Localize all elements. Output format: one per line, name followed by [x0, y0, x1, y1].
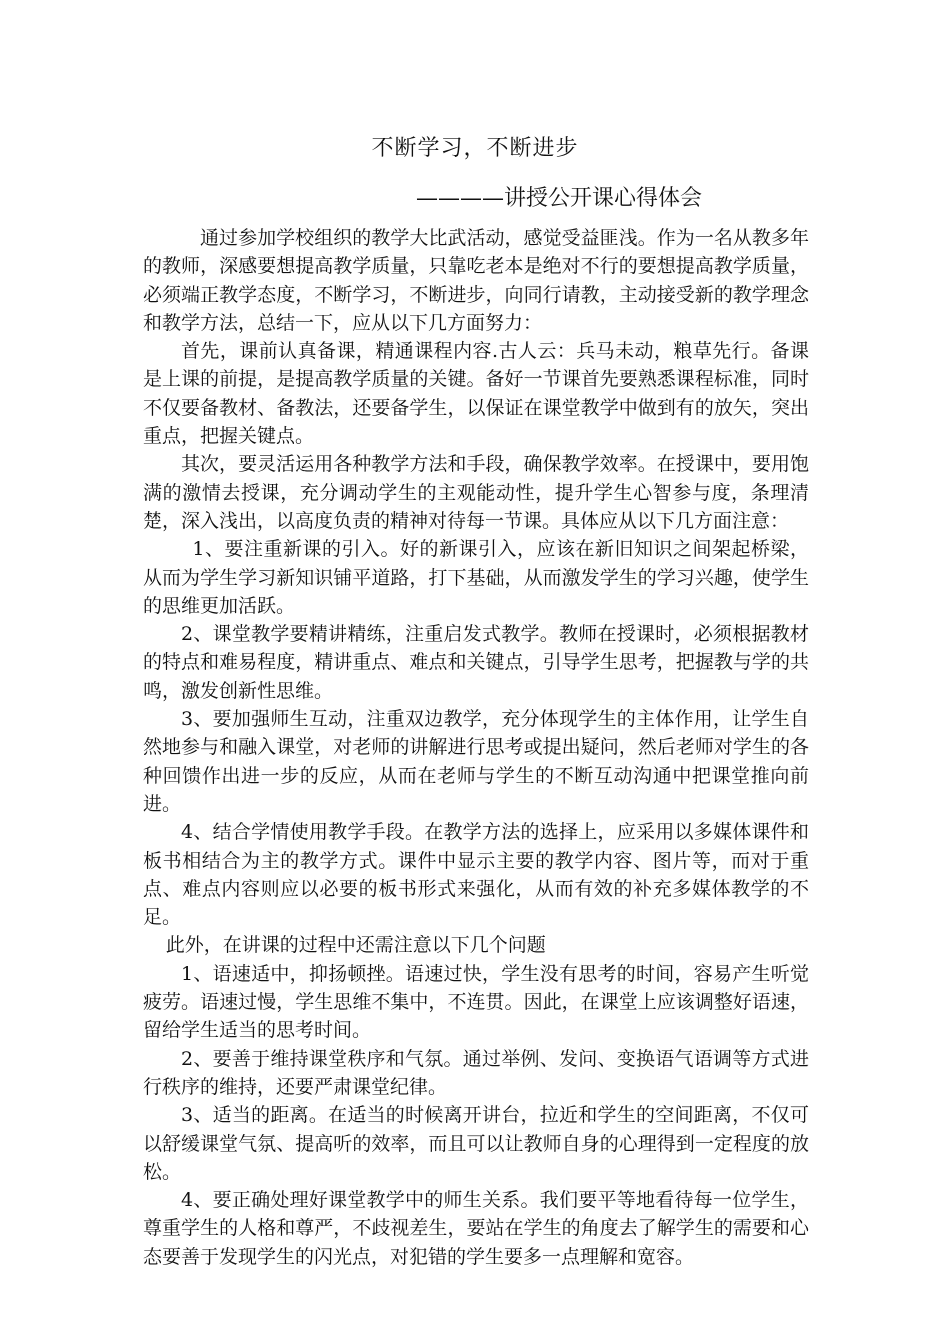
paragraph-intro: 通过参加学校组织的教学大比武活动，感觉受益匪浅。作为一名从教多年的教师，深感要想提高教学质量，只靠吃老本是绝对不行的要想提高教学质量，必须端正教学态度，不断学习，不断进步，向同行请教，主动接受新的教学理念和教学方法，总结一下，应从以下几方面努力： — [143, 227, 809, 334]
paragraph-additionally: 此外，在讲课的过程中还需注意以下几个问题 — [165, 934, 546, 957]
paragraph-point-1: 1、要注重新课的引入。好的新课引入，应该在新旧知识之间架起桥梁，从而为学生学习新知识铺平道路，打下基础，从而激发学生的学习兴趣，使学生的思维更加活跃。 — [143, 538, 809, 617]
paragraph-second: 其次，要灵活运用各种教学方法和手段，确保教学效率。在授课中，要用饱满的激情去授课，充分调动学生的主观能动性，提升学生心智参与度，条理清楚，深入浅出，以高度负责的精神对待每一节课。具体应从以下几方面注意： — [143, 453, 809, 532]
document-title: 不断学习，不断进步 — [371, 136, 579, 161]
paragraph-first: 首先，课前认真备课，精通课程内容.古人云：兵马未动，粮草先行。备课是上课的前提，是提高教学质量的关键。备好一节课首先要熟悉课程标准，同时不仅要备教材、备教法，还要备学生，以保证在课堂教学中做到有的放矢，突出重点，把握关键点。 — [143, 340, 809, 448]
paragraph-issue-4: 4、要正确处理好课堂教学中的师生关系。我们要平等地看待每一位学生，尊重学生的人格和尊严，不歧视差生，要站在学生的角度去了解学生的需要和心态要善于发现学生的闪光点，对犯错的学生要多一点理解和宽容。 — [143, 1189, 809, 1268]
document-body — [143, 224, 809, 1271]
paragraph-point-2: 2、课堂教学要精讲精练，注重启发式教学。教师在授课时，必须根据教材的特点和难易程度，精讲重点、难点和关键点，引导学生思考，把握教与学的共鸣，激发创新性思维。 — [143, 623, 809, 702]
paragraph-point-4: 4、结合学情使用教学手段。在教学方法的选择上，应采用以多媒体课件和板书相结合为主的教学方式。课件中显示主要的教学内容、图片等，而对于重点、难点内容则应以必要的板书形式来强化，从而有效的补充多媒体教学的不足。 — [143, 821, 809, 929]
document-subtitle: ————讲授公开课心得体会 — [416, 186, 703, 211]
paragraph-issue-2: 2、要善于维持课堂秩序和气氛。通过举例、发问、变换语气语调等方式进行秩序的维持，还要严肃课堂纪律。 — [143, 1047, 809, 1098]
paragraph-issue-3: 3、适当的距离。在适当的时候离开讲台，拉近和学生的空间距离，不仅可以舒缓课堂气氛、提高听的效率，而且可以让教师自身的心理得到一定程度的放松。 — [143, 1104, 809, 1183]
paragraph-issue-1: 1、语速适中，抑扬顿挫。语速过快，学生没有思考的时间，容易产生听觉疲劳。语速过慢，学生思维不集中，不连贯。因此，在课堂上应该调整好语速，留给学生适当的思考时间。 — [143, 962, 809, 1042]
paragraph-point-3: 3、要加强师生互动，注重双边教学，充分体现学生的主体作用，让学生自然地参与和融入课堂，对老师的讲解进行思考或提出疑问，然后老师对学生的各种回馈作出进一步的反应，从而在老师与学生的不断互动沟通中把课堂推向前进。 — [143, 708, 809, 815]
